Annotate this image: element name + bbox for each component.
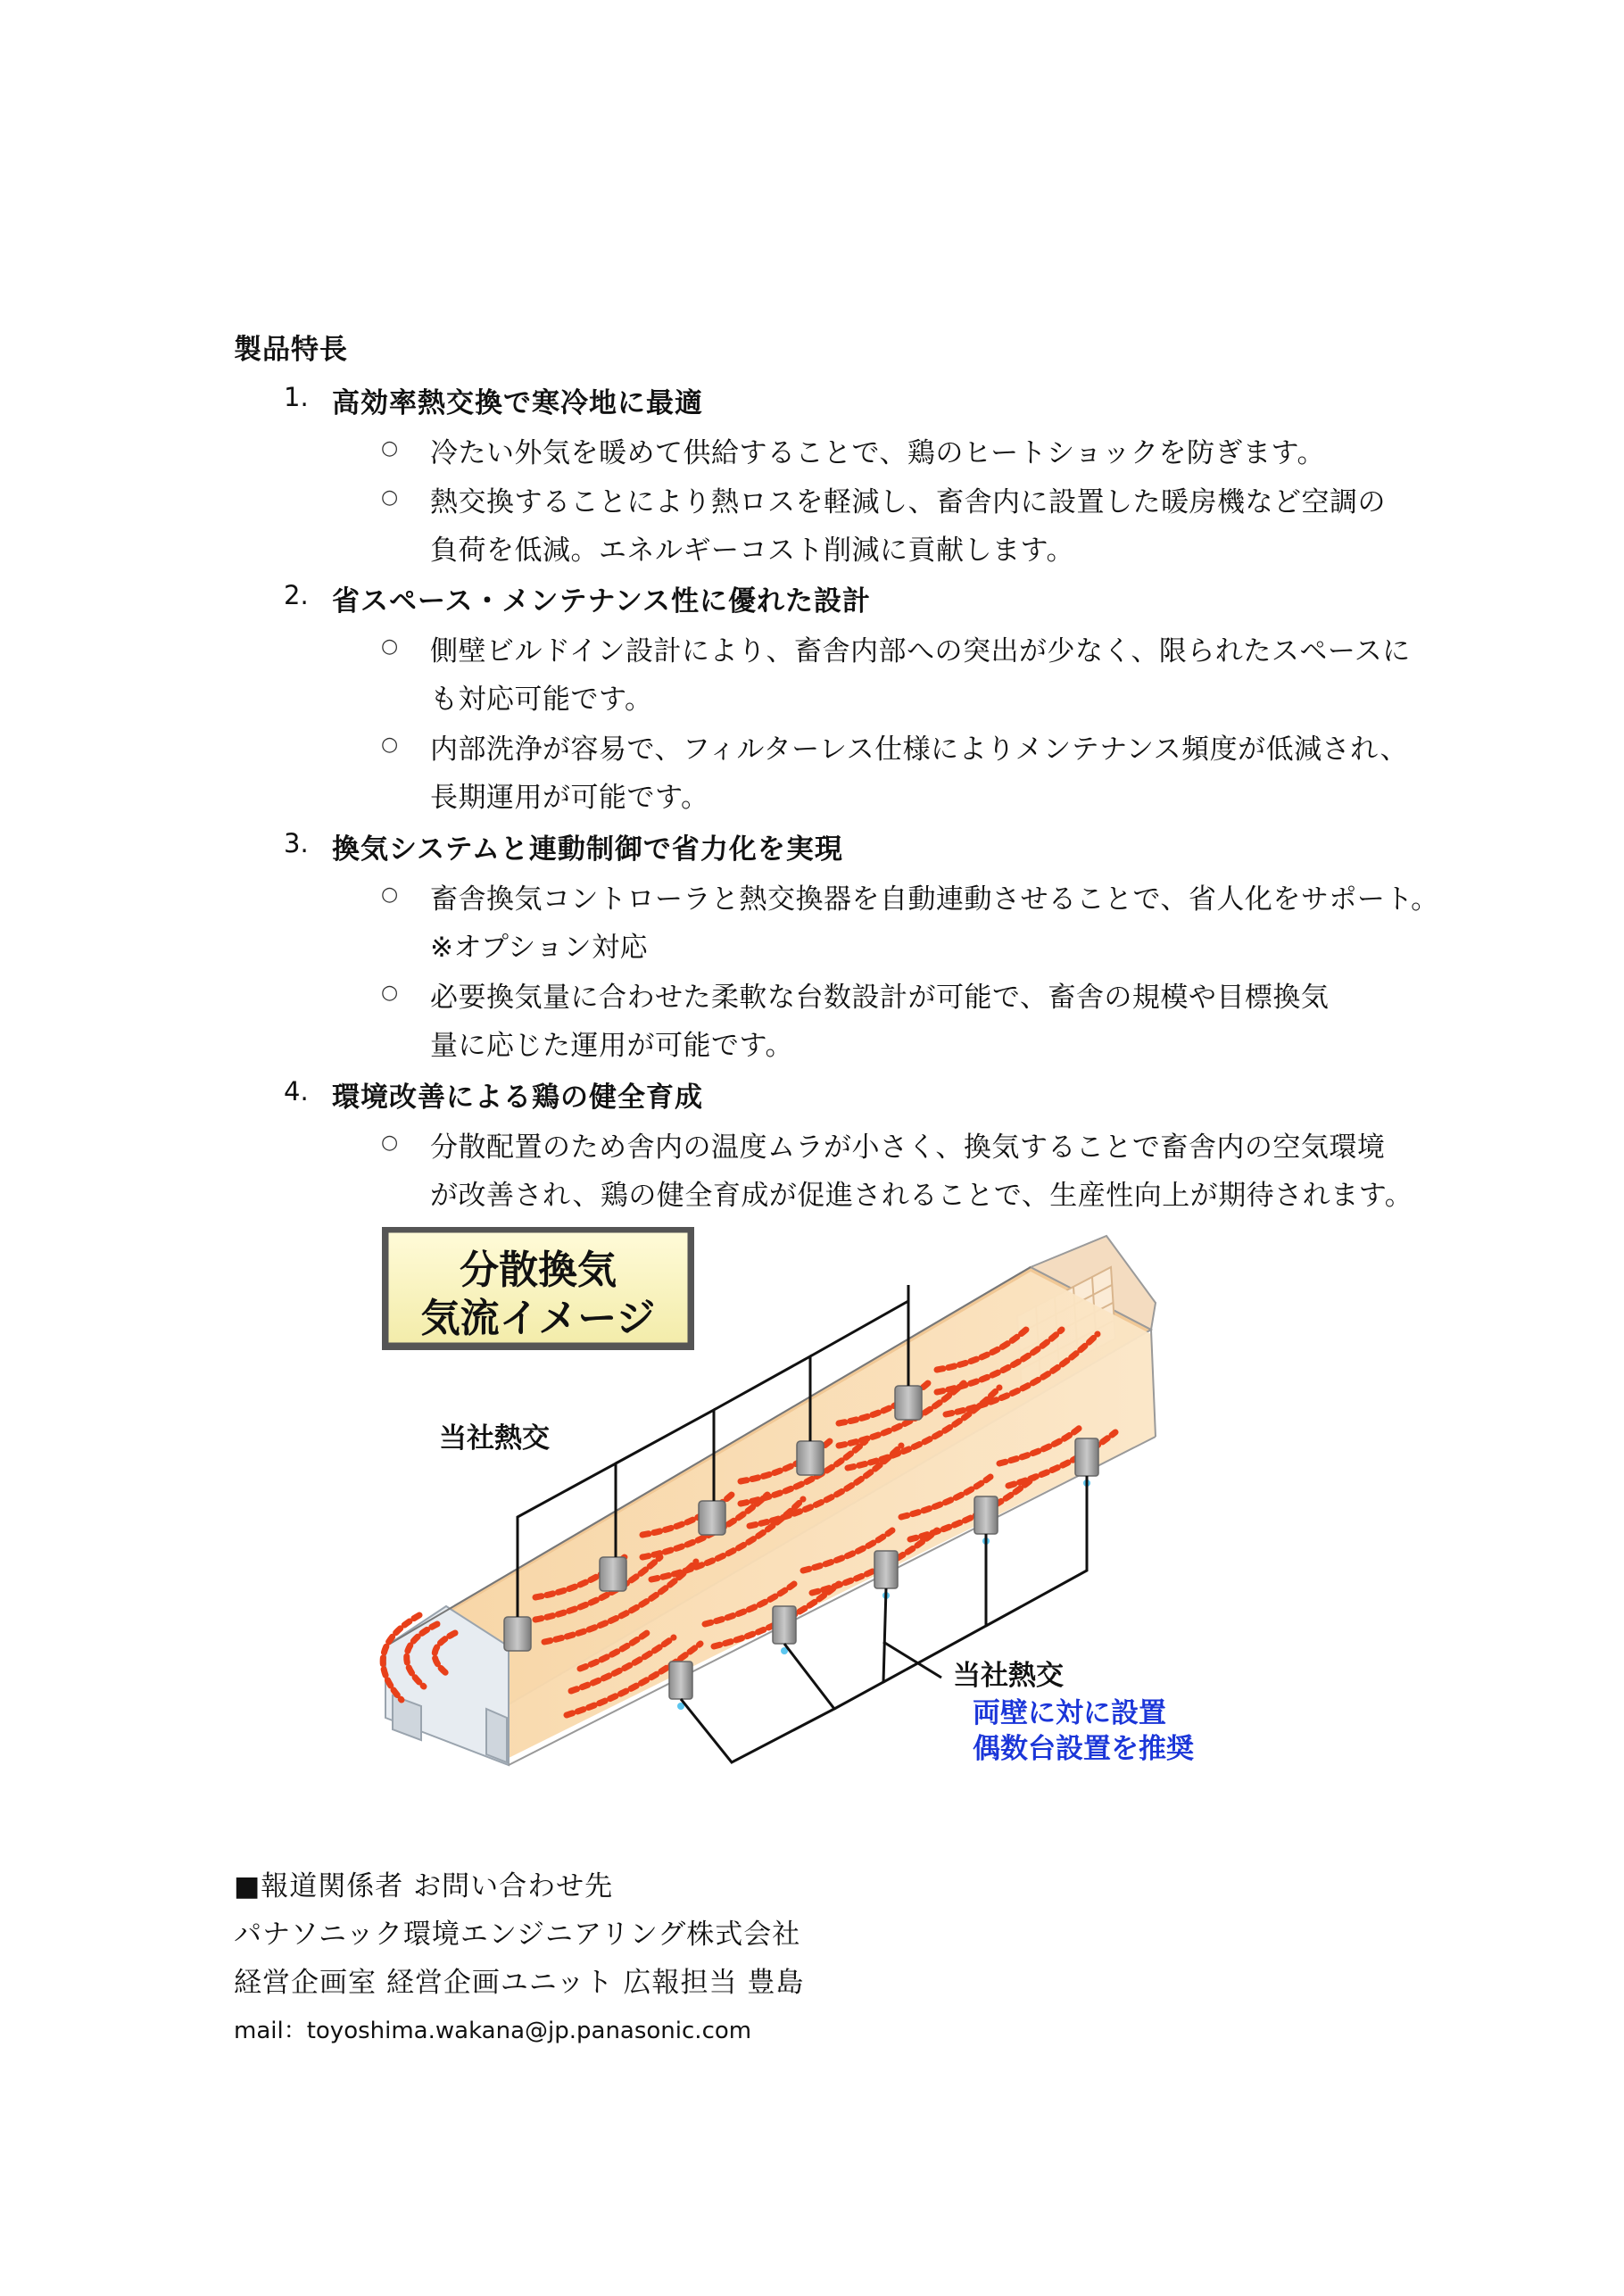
section-2-bullet-2-line-2: 長期運用が可能です。: [430, 782, 709, 814]
section-3-title: 換気システムと連動制御で省力化を実現: [332, 833, 843, 866]
section-1-bullet-2-line-1: 熱交換することにより熱ロスを軽減し、畜舎内に設置した暖房機など空調の: [430, 486, 1386, 518]
label-top-unit: 当社熱交: [439, 1422, 550, 1455]
contact-mail[interactable]: mail：toyoshima.wakana@jp.panasonic.com: [234, 2018, 752, 2044]
section-1-bullet-2-line-2: 負荷を低減。エネルギーコスト削減に貢献します。: [430, 535, 1075, 567]
bullet-icon: ○: [381, 437, 399, 460]
bullet-icon: ○: [381, 635, 399, 658]
section-1-bullet-1-line-1: 冷たい外気を暖めて供給することで、鶏のヒートショックを防ぎます。: [430, 437, 1326, 469]
section-3-bullet-2-line-2: 量に応じた運用が可能です。: [430, 1030, 794, 1062]
section-1-number: 1.: [284, 382, 309, 412]
section-3-bullet-2-line-1: 必要換気量に合わせた柔軟な台数設計が可能で、畜舎の規模や目標換気: [430, 982, 1330, 1014]
section-2-bullet-1-line-2: も対応可能です。: [430, 684, 653, 716]
section-4-number: 4.: [284, 1076, 309, 1107]
bullet-icon: ○: [381, 486, 399, 509]
page-heading: 製品特長: [234, 334, 348, 366]
section-3-bullet-1-line-1: 畜舎換気コントローラと熱交換器を自動連動させることで、省人化をサポート。: [430, 883, 1439, 916]
section-4-bullet-1-line-1: 分散配置のため舎内の温度ムラが小さく、換気することで畜舎内の空気環境: [430, 1131, 1386, 1164]
contact-company: パナソニック環境エンジニアリング株式会社: [234, 1919, 801, 1951]
section-4-title: 環境改善による鶏の健全育成: [332, 1082, 703, 1114]
section-2-bullet-1-line-1: 側壁ビルドイン設計により、畜舎内部への突出が少なく、限られたスペースに: [430, 635, 1411, 667]
bullet-icon: ○: [381, 734, 399, 756]
note-line-2: 偶数台設置を推奨: [973, 1733, 1194, 1765]
section-3-bullet-1-line-2: ※オプション対応: [430, 932, 649, 964]
section-1-title: 高効率熱交換で寒冷地に最適: [332, 387, 703, 419]
diagram-title-line-1: 分散換気: [460, 1247, 617, 1293]
section-3-number: 3.: [284, 828, 309, 858]
bullet-icon: ○: [381, 982, 399, 1004]
contact-header: ■報道関係者 お問い合わせ先: [234, 1870, 614, 1902]
airflow-diagram: [375, 1223, 1249, 1794]
section-2-bullet-2-line-1: 内部洗浄が容易で、フィルターレス仕様によりメンテナンス頻度が低減され、: [430, 734, 1408, 766]
bullet-icon: ○: [381, 883, 399, 906]
bullet-icon: ○: [381, 1131, 399, 1154]
note-line-1: 両壁に対に設置: [973, 1697, 1166, 1729]
section-2-number: 2.: [284, 580, 309, 610]
contact-department: 経営企画室 経営企画ユニット 広報担当 豊島: [234, 1967, 805, 1999]
label-bottom-unit: 当社熱交: [953, 1660, 1064, 1692]
section-4-bullet-1-line-2: が改善され、鶏の健全育成が促進されることで、生産性向上が期待されます。: [430, 1180, 1413, 1212]
section-2-title: 省スペース・メンテナンス性に優れた設計: [332, 585, 871, 618]
diagram-title-line-2: 気流イメージ: [420, 1296, 656, 1341]
